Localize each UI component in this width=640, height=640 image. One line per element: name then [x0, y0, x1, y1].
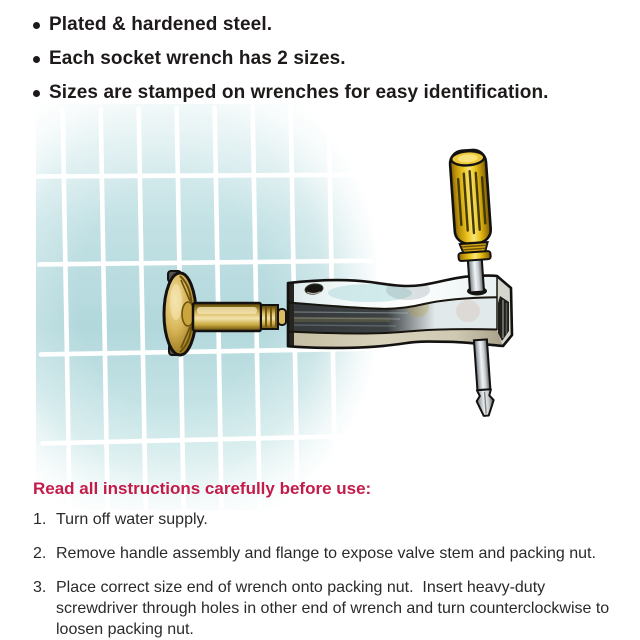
instruction-step-2	[33, 543, 625, 564]
step-number: 1.	[33, 511, 47, 528]
bullet-text: Each socket wrench has 2 sizes.	[49, 48, 346, 69]
instruction-step-3	[33, 577, 625, 640]
feature-bullet-2	[33, 48, 549, 69]
instructions-section	[33, 479, 625, 640]
bullet-dot	[33, 90, 40, 97]
step-number: 3.	[33, 579, 47, 596]
feature-bullet-1	[33, 14, 549, 35]
feature-bullets	[33, 14, 549, 116]
bullet-dot	[33, 56, 40, 63]
valve-stem-flange	[164, 271, 196, 355]
instructions-heading: Read all instructions carefully before use:	[33, 479, 372, 498]
bullet-text: Sizes are stamped on wrenches for easy identification.	[49, 82, 549, 103]
step-text: Place correct size end of wrench onto packing nut. Insert heavy-duty screwdriver through holes in other end of wrench and turn counterclockwise to loosen packing nut.	[56, 579, 614, 638]
feature-bullet-3	[33, 82, 549, 103]
screwdriver-ferrule	[458, 242, 491, 261]
bullet-dot	[33, 22, 40, 29]
screwdriver-shaft-lower	[472, 339, 494, 416]
valve-stem-shaft	[193, 303, 286, 331]
instruction-step-1	[33, 509, 625, 530]
step-number: 2.	[33, 545, 47, 562]
step-text: Remove handle assembly and flange to expose valve stem and packing nut.	[56, 545, 596, 562]
step-text: Turn off water supply.	[56, 511, 208, 528]
screwdriver-handle	[449, 149, 491, 244]
bullet-text: Plated & hardened steel.	[49, 14, 273, 35]
